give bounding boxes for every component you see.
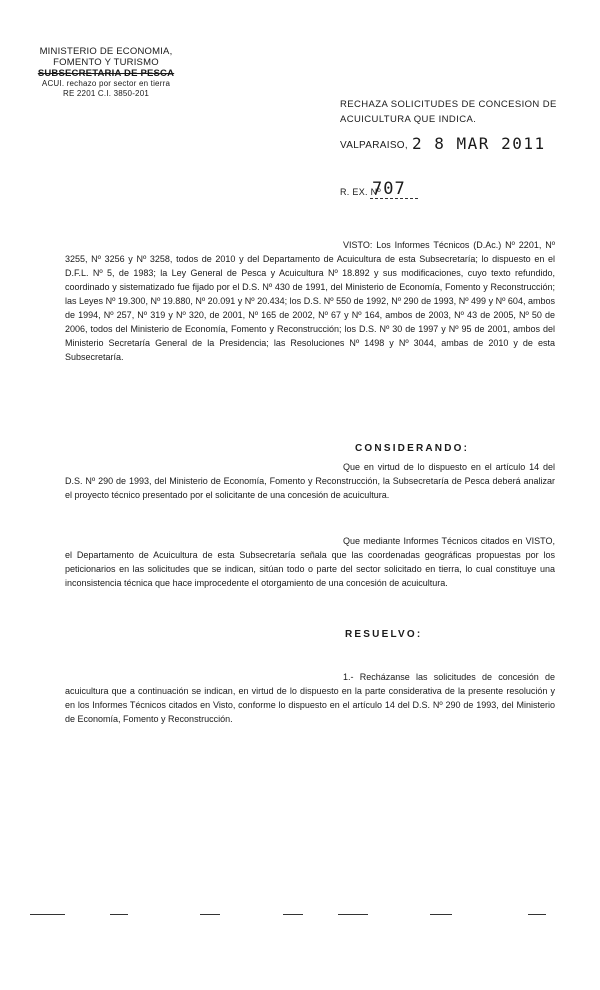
date-stamp: 2 8 MAR 2011: [412, 134, 546, 153]
resuelvo-heading: RESUELVO:: [345, 629, 423, 640]
considerando-heading: CONSIDERANDO:: [355, 443, 470, 454]
header-line-subsecretaria: SUBSECRETARIA DE PESCA: [37, 68, 175, 79]
header-line-reference: ACUI. rechazo por sector en tierra: [41, 79, 171, 88]
considerando-paragraph-1: Que en virtud de lo dispuesto en el artículo 14 del D.S. Nº 290 de 1993, del Ministerio de Economía, Fomento y Reconstrucción, la Subsecretaría de Pesca deberá analizar el proyecto técnico presentado por el solicitante de una concesión de acuicultura.: [65, 462, 555, 500]
header-line-fomento: FOMENTO Y TURISMO: [53, 57, 159, 68]
footer-mark: [528, 914, 546, 915]
resolution-number: 707: [372, 179, 406, 199]
footer-mark: [200, 914, 220, 915]
footer-mark: [338, 914, 368, 915]
visto-paragraph: VISTO: Los Informes Técnicos (D.Ac.) Nº 2201, Nº 3255, Nº 3256 y Nº 3258, todos de 2010 y del Departamento de Acuicultura de esta Subsecretaría; lo dispuesto en el D.F.L. Nº 5, de 1983; la Ley General de Pesca y Acuicultura Nº 18.892 y sus modificaciones, cuyo texto refundido, coordinado y sistematizado fue fijado por el D.S. Nº 430 de 1991, del Ministerio de Economía, Fomento y Reconstrucción; las Leyes Nº 19.300, Nº 19.880, Nº 20.091 y Nº 20.434; los D.S. Nº 550 de 1992, Nº 290 de 1993, Nº 499 y Nº 604, ambos de 1994, Nº 257, Nº 319 y Nº 320, de 2001, Nº 165 de 2002, Nº 67 y Nº 164, ambos de 2003, Nº 43 de 2005, Nº 50 de 2006, todos del Ministerio de Economía, Fomento y Reconstrucción; los D.S. Nº 30 de 1997 y Nº 95 de 2001, ambos del Ministerio Secretaría General de la Presidencia; las Resoluciones Nº 1498 y Nº 3044, ambas de 2010 y de esta Subsecretaría.: [65, 240, 555, 362]
footer-mark: [283, 914, 303, 915]
resolution-number-label: R. EX. Nº: [340, 187, 381, 197]
header-line-ministry: MINISTERIO DE ECONOMIA,: [39, 46, 173, 57]
place-label: VALPARAISO,: [340, 140, 408, 151]
footer-mark: [110, 914, 128, 915]
footer-mark: [430, 914, 452, 915]
footer-mark: [30, 914, 65, 915]
resolution-number-line: [370, 198, 418, 199]
header-line-file: RE 2201 C.I. 3850-201: [62, 89, 150, 98]
resuelvo-paragraph-1: 1.- Recházanse las solicitudes de concesión de acuicultura que a continuación se indican, en virtud de lo dispuesto en la parte considerativa de la presente resolución y en los Informes Técnicos citados en Visto, conforme lo dispuesto en el artículo 14 del D.S. Nº 290 de 1993, del Ministerio de Economía, Fomento y Reconstrucción.: [65, 672, 555, 724]
resolution-subject: RECHAZA SOLICITUDES DE CONCESION DE ACUICULTURA QUE INDICA.: [340, 99, 557, 125]
ministry-header: [22, 46, 190, 99]
considerando-paragraph-2: Que mediante Informes Técnicos citados en VISTO, el Departamento de Acuicultura de esta Subsecretaría señala que las coordenadas geográficas propuestas por los peticionarios en las solicitudes que se indican, sitúan todo o parte del sector solicitado en tierra, lo cual constituye una inconsistencia técnica que hace improcedente el otorgamiento de una concesión de acuicultura.: [65, 536, 555, 588]
